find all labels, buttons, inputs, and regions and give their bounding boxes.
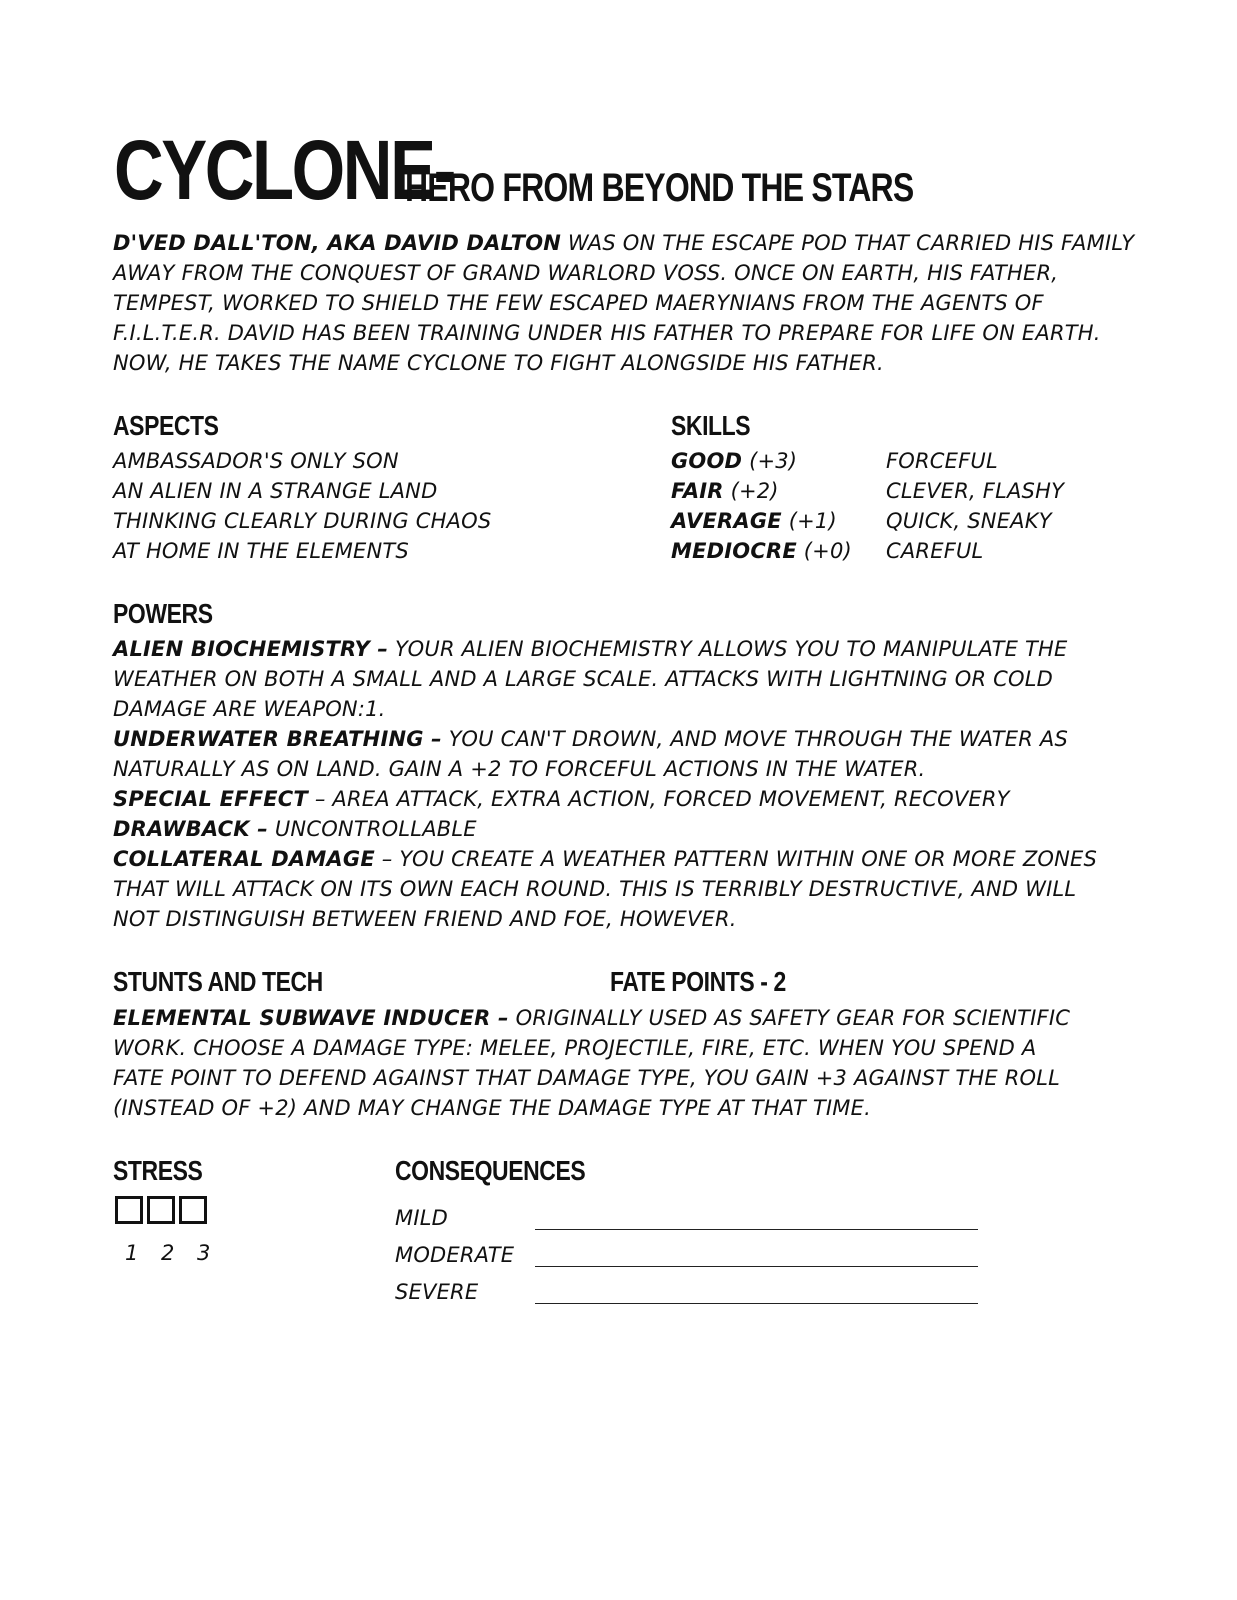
power-text: NOT DISTINGUISH BETWEEN FRIEND AND FOE, HOWEVER. — [113, 907, 737, 931]
skill-bonus: (+1) — [781, 509, 837, 533]
bio-line-2: AWAY FROM THE CONQUEST OF GRAND WARLORD VOSS. ONCE ON EARTH, HIS FATHER, — [113, 261, 1059, 285]
skill-rank: MEDIOCRE — [671, 539, 797, 563]
bio-line-3: TEMPEST, WORKED TO SHIELD THE FEW ESCAPED MAERYNIANS FROM THE AGENTS OF — [113, 291, 1044, 315]
powers-list — [113, 634, 1123, 934]
stress-box-2[interactable] — [147, 1196, 175, 1224]
aspect-item: AN ALIEN IN A STRANGE LAND — [113, 479, 438, 503]
power-name: COLLATERAL DAMAGE — [113, 847, 375, 871]
skill-rank: GOOD — [671, 449, 743, 473]
consequence-moderate-label: MODERATE — [395, 1243, 515, 1267]
stress-box-1[interactable] — [115, 1196, 143, 1224]
skill-rank: AVERAGE — [671, 509, 782, 533]
stress-label: 2 — [161, 1241, 175, 1265]
skill-names: CAREFUL — [886, 539, 984, 563]
stunts-heading: STUNTS AND TECH — [113, 966, 323, 997]
skill-rank-row — [671, 476, 852, 506]
aspect-item: THINKING CLEARLY DURING CHAOS — [113, 509, 492, 533]
skill-names: FORCEFUL — [886, 449, 998, 473]
bio-paragraph — [113, 228, 1135, 378]
skill-rank-row — [671, 506, 852, 536]
power-name: DRAWBACK – — [113, 817, 268, 841]
power-text: WEATHER ON BOTH A SMALL AND A LARGE SCALE. ATTACKS WITH LIGHTNING OR COLD — [113, 667, 1054, 691]
skill-bonus: (+3) — [742, 449, 798, 473]
stress-labels — [125, 1238, 233, 1268]
consequences-heading: CONSEQUENCES — [395, 1155, 586, 1186]
bio-line-4: F.I.L.T.E.R. DAVID HAS BEEN TRAINING UNDER HIS FATHER TO PREPARE FOR LIFE ON EARTH. — [113, 321, 1101, 345]
power-text: YOU CAN'T DROWN, AND MOVE THROUGH THE WATER AS — [441, 727, 1069, 751]
power-text: UNCONTROLLABLE — [267, 817, 477, 841]
consequence-severe-line[interactable] — [535, 1303, 978, 1304]
skill-bonus: (+0) — [796, 539, 852, 563]
power-name: SPECIAL EFFECT — [113, 787, 308, 811]
power-text: – YOU CREATE A WEATHER PATTERN WITHIN ONE OR MORE ZONES — [374, 847, 1098, 871]
stress-heading: STRESS — [113, 1155, 203, 1186]
skill-rank-row — [671, 446, 852, 476]
skills-names — [886, 446, 1064, 566]
powers-heading: POWERS — [113, 598, 213, 629]
aspect-item: AT HOME IN THE ELEMENTS — [113, 539, 409, 563]
character-subtitle: HERO FROM BEYOND THE STARS — [405, 166, 914, 210]
stress-box-3[interactable] — [179, 1196, 207, 1224]
bio-line-5: NOW, HE TAKES THE NAME CYCLONE TO FIGHT ALONGSIDE HIS FATHER. — [113, 351, 884, 375]
power-text: THAT WILL ATTACK ON ITS OWN EACH ROUND. THIS IS TERRIBLY DESTRUCTIVE, AND WILL — [113, 877, 1077, 901]
skill-names: QUICK, SNEAKY — [886, 509, 1052, 533]
stunt-name: ELEMENTAL SUBWAVE INDUCER – — [113, 1006, 509, 1030]
skill-bonus: (+2) — [723, 479, 779, 503]
bio-line-1: WAS ON THE ESCAPE POD THAT CARRIED HIS FAMILY — [561, 231, 1135, 255]
aspects-list — [113, 446, 491, 566]
stress-boxes — [115, 1196, 211, 1224]
stunt-text: ORIGINALLY USED AS SAFETY GEAR FOR SCIENTIFIC — [508, 1006, 1071, 1030]
skills-ranks — [671, 446, 852, 566]
character-name: CYCLONE- — [114, 123, 455, 217]
power-text: DAMAGE ARE WEAPON:1. — [113, 697, 386, 721]
stress-label: 1 — [125, 1241, 139, 1265]
aspects-heading: ASPECTS — [113, 410, 219, 441]
power-name: ALIEN BIOCHEMISTRY – — [113, 637, 389, 661]
skill-rank: FAIR — [671, 479, 724, 503]
consequence-severe-label: SEVERE — [395, 1280, 479, 1304]
consequence-moderate-line[interactable] — [535, 1266, 978, 1267]
stunt-text: WORK. CHOOSE A DAMAGE TYPE: MELEE, PROJECTILE, FIRE, ETC. WHEN YOU SPEND A — [113, 1036, 1037, 1060]
stunts-list — [113, 1003, 1123, 1123]
consequence-mild-line[interactable] — [535, 1229, 978, 1230]
fate-points: FATE POINTS - 2 — [610, 966, 786, 997]
aspect-item: AMBASSADOR'S ONLY SON — [113, 449, 399, 473]
consequences-labels — [395, 1200, 514, 1311]
power-name: UNDERWATER BREATHING – — [113, 727, 442, 751]
power-text: – AREA ATTACK, EXTRA ACTION, FORCED MOVEMENT, RECOVERY — [307, 787, 1010, 811]
stunt-text: (INSTEAD OF +2) AND MAY CHANGE THE DAMAGE TYPE AT THAT TIME. — [113, 1096, 871, 1120]
power-text: YOUR ALIEN BIOCHEMISTRY ALLOWS YOU TO MANIPULATE THE — [388, 637, 1068, 661]
skill-names: CLEVER, FLASHY — [886, 479, 1065, 503]
skills-heading: SKILLS — [671, 410, 751, 441]
bio-lead: D'VED DALL'TON, AKA DAVID DALTON — [113, 231, 562, 255]
stress-label: 3 — [197, 1241, 211, 1265]
skill-rank-row — [671, 536, 852, 566]
power-text: NATURALLY AS ON LAND. GAIN A +2 TO FORCEFUL ACTIONS IN THE WATER. — [113, 757, 926, 781]
consequence-mild-label: MILD — [395, 1206, 448, 1230]
stunt-text: FATE POINT TO DEFEND AGAINST THAT DAMAGE TYPE, YOU GAIN +3 AGAINST THE ROLL — [113, 1066, 1061, 1090]
